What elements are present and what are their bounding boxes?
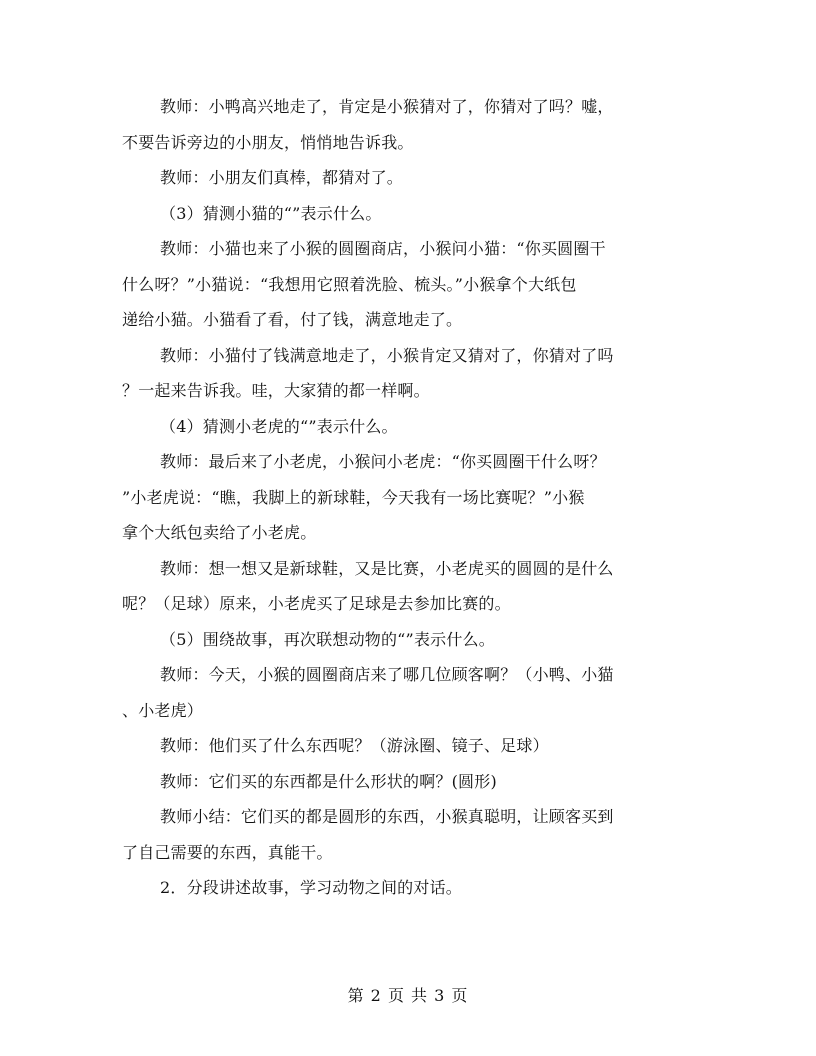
document-body [122, 89, 692, 906]
text-line: 教师：想一想又是新球鞋，又是比赛，小老虎买的圆圆的是什么 [160, 558, 614, 578]
text-line: 拿个大纸包卖给了小老虎。 [122, 523, 317, 542]
text-line: 教师：小朋友们真棒，都猜对了。 [160, 168, 404, 187]
text-line: 教师：小鸭高兴地走了，肯定是小猴猜对了，你猜对了吗？嘘， [160, 97, 614, 116]
text-line: 什么呀？”小猫说：“我想用它照着洗脸、梳头。”小猴拿个大纸包 [122, 274, 577, 294]
text-line: （4）猜测小老虎的“”表示什么。 [160, 416, 398, 436]
text-line: 了自己需要的东西，真能干。 [122, 842, 333, 862]
text-line: 教师小结：它们买的都是圆形的东西，小猴真聪明，让顾客买到 [160, 807, 614, 826]
text-line: 教师：它们买的东西都是什么形状的啊？(圆形) [160, 771, 497, 791]
text-line: 呢？（足球）原来，小老虎买了足球是去参加比赛的。 [122, 594, 511, 613]
text-line: （3）猜测小猫的“”表示什么。 [160, 203, 382, 223]
text-line: 递给小猫。小猫看了看，付了钱，满意地走了。 [122, 310, 463, 329]
text-line: ？一起来告诉我。哇，大家猜的都一样啊。 [122, 381, 430, 400]
text-line: （5）围绕故事，再次联想动物的“”表示什么。 [160, 629, 495, 649]
text-line: 教师：今天，小猴的圆圈商店来了哪几位顾客啊？（小鸭、小猫 [160, 665, 614, 684]
text-line: 教师：小猫付了钱满意地走了，小猴肯定又猜对了，你猜对了吗 [160, 345, 614, 365]
text-line: 教师：最后来了小老虎，小猴问小老虎：“你买圆圈干什么呀？ [160, 452, 606, 471]
text-line: ”小老虎说：“瞧，我脚上的新球鞋，今天我有一场比赛呢？”小猴 [122, 487, 585, 507]
page-footer [0, 986, 816, 1006]
text-line: 、小老虎） [122, 700, 204, 720]
text-line: 2．分段讲述故事，学习动物之间的对话。 [160, 878, 462, 897]
page-number: 第 2 页 共 3 页 [347, 986, 469, 1005]
text-line: 教师：小猫也来了小猴的圆圈商店，小猴问小猫：“你买圆圈干 [160, 239, 606, 258]
text-line: 不要告诉旁边的小朋友，悄悄地告诉我。 [122, 132, 414, 152]
text-line: 教师：他们买了什么东西呢？（游泳圈、镜子、足球） [160, 736, 549, 755]
